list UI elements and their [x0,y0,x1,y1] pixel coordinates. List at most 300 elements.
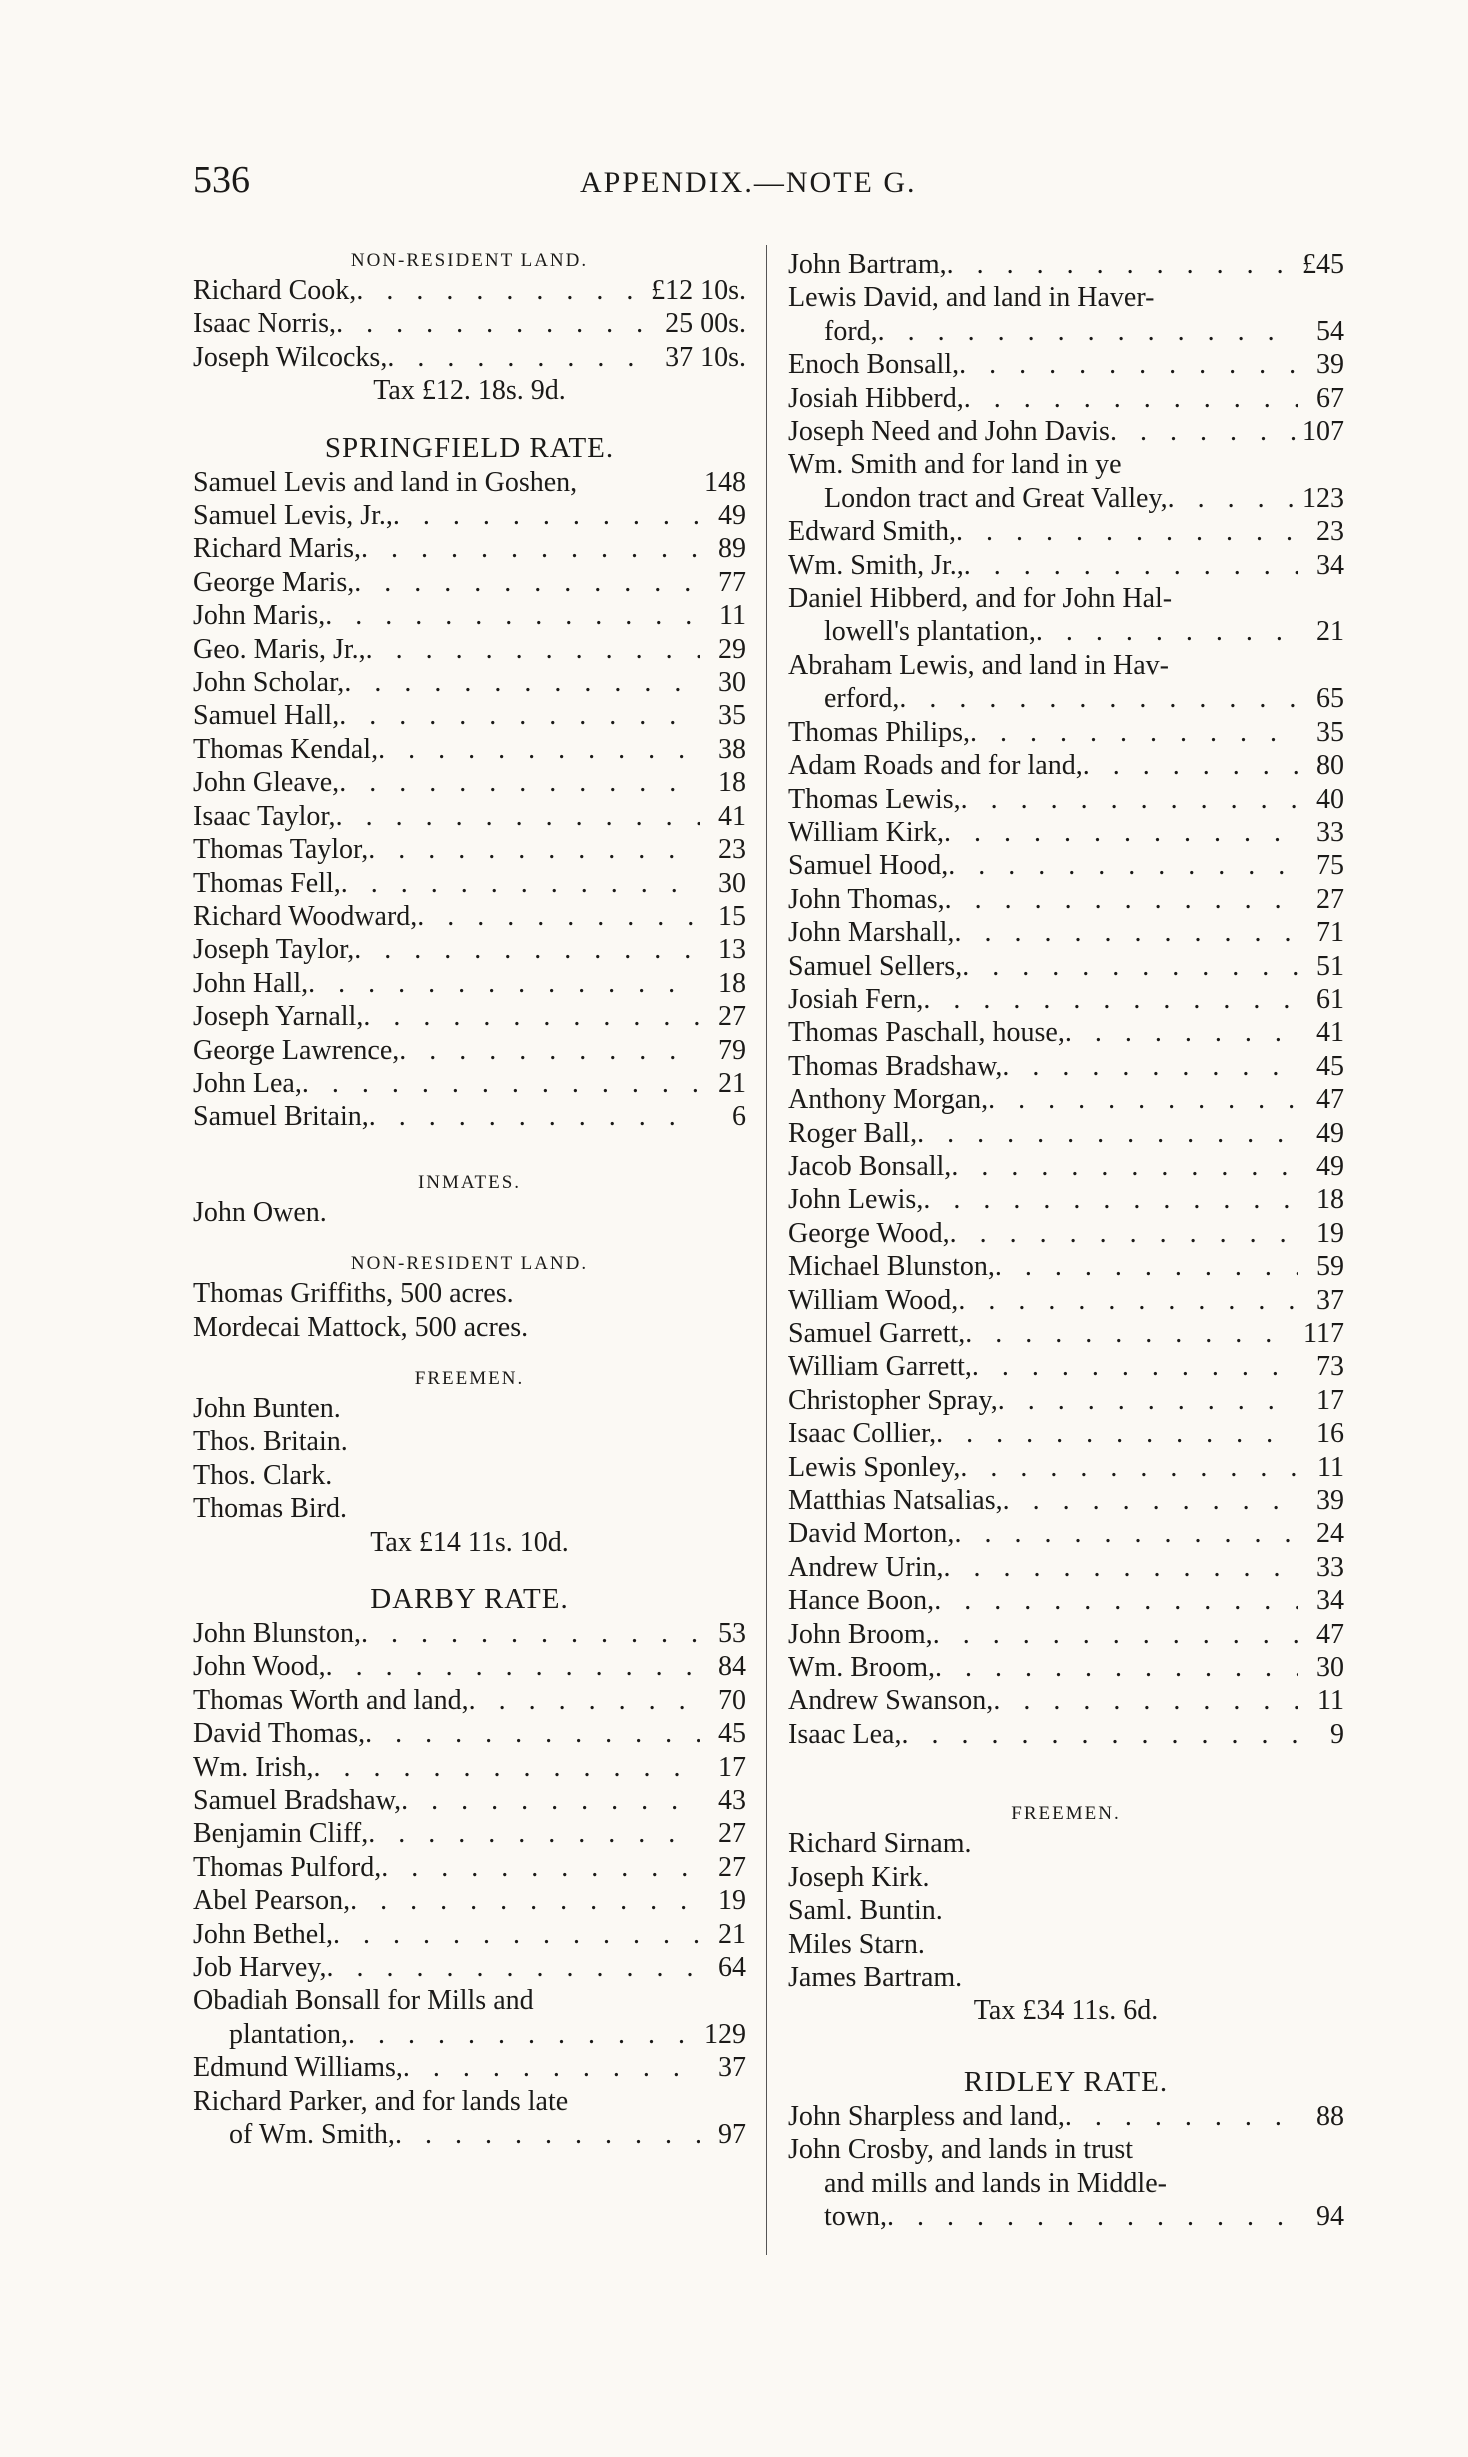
leader-dots [950,1217,1298,1250]
list-item [788,1150,1344,1183]
entry-value: 123 [1302,482,1344,514]
entry-value: 33 [1316,1551,1344,1583]
tax-line: Tax £34 11s. 6d. [973,1995,1159,2027]
leader-dots [951,1150,1298,1183]
entry-name: Wm. Irish, [193,1751,314,1783]
entry-value: 89 [718,533,746,565]
leader-dots [350,1884,700,1917]
entry-value: 39 [1316,1485,1344,1517]
list-item [193,1650,746,1683]
entry-value: 49 [1316,1117,1344,1149]
leader-dots [954,916,1298,949]
entry-name: Thomas Taylor, [193,834,369,866]
list-item [788,916,1344,949]
leader-dots [936,1417,1298,1450]
entry-value: 33 [1316,816,1344,848]
entry-value: 49 [1316,1150,1344,1182]
list-item [788,749,1344,782]
leader-dots [945,883,1298,916]
list-item [193,867,746,900]
entry-name: George Wood, [788,1217,950,1249]
entry-value: 35 [1316,716,1344,748]
entry-name: Josiah Fern, [788,983,924,1015]
leader-dots [344,666,700,699]
entry-name-line2: lowell's plantation, [824,616,1036,648]
entry-value: 30 [718,867,746,899]
entry-name: John Lea, [193,1067,302,1099]
leader-dots [1003,1484,1298,1517]
entry-name: William Wood, [788,1284,959,1316]
leader-dots [348,2018,698,2051]
entry-name: David Morton, [788,1518,955,1550]
leader-dots [1110,415,1296,448]
list-item: Richard Sirnam. [788,1828,972,1860]
leader-dots [368,1817,700,1850]
entry-name: Samuel Hall, [193,700,340,732]
leader-dots [960,1451,1298,1484]
leader-dots [917,1117,1298,1150]
list-item [193,967,746,1000]
page-header [193,158,1323,208]
list-item: Thos. Clark. [193,1459,333,1491]
entry-name: Isaac Norris, [193,308,337,340]
leader-dots [944,816,1298,849]
list-item [788,1384,1344,1417]
leader-dots [965,1317,1297,1350]
entry-name: John Broom, [788,1618,933,1650]
entry-value: 88 [1316,2100,1344,2132]
section-title: DARBY RATE. [370,1583,569,1615]
right-column [788,248,1344,2233]
list-item [193,900,746,933]
entry-name: Wm. Smith, Jr., [788,549,964,581]
list-item [788,1350,1344,1383]
entry-value: 51 [1316,950,1344,982]
entry-value: 39 [1316,349,1344,381]
entry-name-line1: Obadiah Bonsall for Mills and [193,1985,534,2017]
leader-dots [577,466,698,499]
entry-name: Josiah Hibberd, [788,382,964,414]
entry-value: £12 10s. [651,275,746,306]
leader-dots [1065,1016,1298,1049]
entry-value: 37 [1316,1284,1344,1316]
entry-value: 19 [1316,1217,1344,1249]
entry-name-line2: and mills and lands in Middle- [824,2167,1167,2199]
list-item [193,766,746,799]
entry-value: 47 [1316,1084,1344,1116]
entry-name: Isaac Collier, [788,1418,937,1450]
section-heading: INMATES. [417,1171,522,1193]
leader-dots [387,341,659,374]
section-heading: NON-RESIDENT LAND. [350,250,589,271]
list-item [193,2018,746,2051]
entry-name: Michael Blunston, [788,1251,995,1283]
tax-line: Tax £12. 18s. 9d. [373,375,566,407]
leader-dots [325,599,700,632]
list-item [193,1751,746,1784]
leader-dots [326,1650,700,1683]
column-divider [766,245,767,2255]
entry-name: John Marshall, [788,917,955,949]
list-item [193,1784,746,1817]
list-item [788,615,1344,648]
section-heading: FREEMEN. [414,1367,525,1389]
list-item [193,1617,746,1650]
list-item [788,1183,1344,1216]
leader-dots [336,307,659,340]
entry-name: Benjamin Cliff, [193,1818,369,1850]
list-item [788,1584,1344,1617]
entry-name: George Maris, [193,566,355,598]
entry-name-line1: Abraham Lewis, and land in Hav- [788,649,1169,681]
list-item [193,2118,746,2151]
entry-value: 35 [718,700,746,732]
entry-name: Samuel Garrett, [788,1318,966,1349]
entry-value: 65 [1316,683,1344,715]
entry-name: Samuel Sellers, [788,950,963,982]
entry-value: 73 [1316,1351,1344,1383]
leader-dots [988,1083,1298,1116]
list-item: Miles Starn. [788,1928,925,1960]
list-item [788,883,1344,916]
list-item [193,933,746,966]
leader-dots [314,1751,700,1784]
entry-name-line1: Lewis David, and land in Haver- [788,282,1155,314]
entry-value: 53 [718,1618,746,1649]
entry-name: Thomas Kendal, [193,733,379,765]
leader-dots [354,933,700,966]
leader-dots [308,967,700,1000]
leader-dots [469,1684,700,1717]
entry-value: 17 [718,1751,746,1783]
darby-list-continued [788,716,1344,1752]
entry-name: Joseph Taylor, [193,934,355,966]
list-item [193,499,746,532]
leader-dots [944,1551,1298,1584]
leader-dots [970,716,1298,749]
section-title: RIDLEY RATE. [963,2065,1169,2098]
leader-dots [368,833,700,866]
entry-value: 30 [1316,1652,1344,1684]
entry-name: Adam Roads and for land, [788,750,1083,782]
leader-dots [336,800,700,833]
list-item: Thomas Bird. [193,1493,347,1525]
list-item [788,1250,1344,1283]
leader-dots [393,499,700,532]
entry-value: 23 [1316,516,1344,548]
entry-value: 38 [718,733,746,765]
list-item [193,341,746,374]
entry-name: Thomas Lewis, [788,783,961,815]
entry-value: 148 [704,466,746,498]
entry-value: 61 [1316,983,1344,1015]
darby-list [193,1617,746,2152]
entry-name-line2: London tract and Great Valley, [824,482,1168,514]
list-item: Thomas Griffiths, 500 acres. [193,1278,514,1310]
entry-name: Thomas Bradshaw, [788,1050,1003,1082]
leader-dots [1083,749,1298,782]
entry-name-line1: Wm. Smith and for land in ye [788,449,1122,481]
entry-value: 41 [1316,1017,1344,1049]
entry-value: 34 [1316,1585,1344,1617]
entry-name: Christopher Spray, [788,1384,998,1416]
list-item [788,1050,1344,1083]
entry-name-line2: ford, [824,315,878,347]
list-item: Thos. Britain. [193,1426,348,1458]
nonresident-land-list [193,274,746,374]
list-item [193,699,746,732]
entry-value: 11 [1317,1451,1344,1483]
list-item [193,1067,746,1100]
section-heading: NON-RESIDENT LAND. [350,1253,589,1275]
entry-name-line2: of Wm. Smith, [229,2119,395,2151]
list-item [193,466,746,499]
entry-name: John Scholar, [193,667,345,699]
list-item [788,315,1344,348]
entry-value: 11 [719,600,746,632]
entry-value: 18 [718,767,746,799]
entry-name: Richard Cook, [193,275,357,306]
tax-line: Tax £14 11s. 10d. [370,1526,569,1558]
leader-dots [995,1250,1298,1283]
list-item [788,1417,1344,1450]
list-item [788,1517,1344,1550]
entry-name: John Sharpless and land, [788,2100,1065,2132]
list-item [788,482,1344,515]
leader-dots [899,682,1298,715]
list-item [788,348,1344,381]
list-item [193,1951,746,1984]
leader-dots [395,2118,700,2151]
leader-dots [1065,2100,1298,2133]
list-item [193,566,746,599]
leader-dots [401,1784,700,1817]
entry-name-line3: town, [824,2200,887,2232]
entry-value: 15 [718,900,746,932]
list-item [193,633,746,666]
entry-value: 47 [1316,1618,1344,1650]
entry-name: Matthias Natsalias, [788,1485,1003,1517]
leader-dots [378,733,700,766]
list-item [788,549,1344,582]
leader-dots [403,2051,700,2084]
list-item [788,716,1344,749]
list-item [788,1718,1344,1751]
entry-name: Richard Maris, [193,533,361,565]
list-item [788,248,1344,281]
leader-dots [964,549,1298,582]
entry-name: John Bartram, [788,249,947,280]
list-item [788,515,1344,548]
entry-name: Joseph Wilcocks, [193,341,388,373]
entry-name: David Thomas, [193,1718,366,1750]
entry-name: Thomas Pulford, [193,1851,382,1883]
list-item [788,1451,1344,1484]
entry-value: 16 [1316,1418,1344,1450]
entry-value: 6 [732,1101,746,1133]
entry-name-line1: John Crosby, and lands in trust [788,2134,1134,2166]
leader-dots [341,867,700,900]
entry-name: Samuel Hood, [788,850,949,882]
leader-dots [959,348,1298,381]
entry-name: John Maris, [193,600,326,632]
entry-value: 45 [718,1718,746,1750]
list-item [788,682,1344,715]
list-item [193,1884,746,1917]
entry-value: 77 [718,566,746,598]
list-item: Mordecai Mattock, 500 acres. [193,1311,529,1343]
leader-dots [1168,482,1296,515]
list-item [193,599,746,632]
leader-dots [947,248,1296,281]
entry-value: 37 [718,2052,746,2084]
list-item [788,950,1344,983]
entry-name: Hance Boon, [788,1585,935,1617]
leader-dots [356,274,645,307]
springfield-list [193,466,746,1134]
entry-value: 30 [718,667,746,699]
list-item [788,2100,1344,2133]
entry-value: 84 [718,1651,746,1683]
list-item: Joseph Kirk. [788,1861,930,1893]
list-item [788,1618,1344,1651]
entry-name: Richard Woodward, [193,900,418,932]
list-item [193,532,746,565]
list-item [788,415,1344,448]
entry-value: 41 [718,800,746,832]
entry-value: 24 [1316,1518,1344,1550]
leader-dots [302,1067,700,1100]
entry-value: 27 [718,1818,746,1850]
entry-name: Andrew Swanson, [788,1685,994,1717]
leader-dots [923,983,1298,1016]
entry-name: John Gleave, [193,767,340,799]
leader-dots [417,900,700,933]
left-column [193,248,746,2152]
leader-dots [962,950,1298,983]
entry-value: 21 [718,1067,746,1099]
list-item [193,1000,746,1033]
list-item [788,816,1344,849]
leader-dots [998,1384,1298,1417]
entry-value: 37 10s. [665,341,746,373]
entry-name: Thomas Worth and land, [193,1684,469,1716]
list-item [193,1918,746,1951]
entry-name-line1: Daniel Hibberd, and for John Hal- [788,583,1173,615]
entry-value: 17 [1316,1384,1344,1416]
entry-name: John Wood, [193,1651,326,1683]
entry-name: John Thomas, [788,883,945,915]
entry-value: 59 [1316,1251,1344,1283]
list-item [193,1817,746,1850]
leader-dots [361,532,700,565]
list-item [193,800,746,833]
leader-dots [993,1684,1298,1717]
entry-name: Samuel Levis and land in Goshen, [193,466,578,498]
leader-dots [954,1517,1298,1550]
entry-value: 25 00s. [665,308,746,340]
entry-name: Roger Ball, [788,1117,918,1149]
entry-name-line2: erford, [824,683,900,715]
entry-value: 21 [718,1918,746,1950]
entry-value: 80 [1316,750,1344,782]
entry-value: 23 [718,834,746,866]
entry-name: Anthony Morgan, [788,1084,989,1116]
list-item [193,1100,746,1133]
running-title: APPENDIX.—NOTE G. [580,166,917,199]
section-heading: FREEMEN. [1011,1803,1121,1825]
leader-dots [354,566,700,599]
entry-value: 67 [1316,382,1344,414]
list-item [788,783,1344,816]
entry-value: 79 [718,1034,746,1066]
list-item [193,1034,746,1067]
entry-value: 70 [718,1684,746,1716]
leader-dots [366,633,700,666]
entry-name: Samuel Levis, Jr., [193,500,393,532]
entry-value: 71 [1316,917,1344,949]
leader-dots [381,1851,700,1884]
entry-name: Samuel Bradshaw, [193,1785,402,1817]
list-item: John Owen. [193,1196,327,1228]
entry-value: 29 [718,633,746,665]
leader-dots [964,382,1298,415]
entry-name: Wm. Broom, [788,1652,935,1684]
leader-dots [361,1617,700,1650]
list-item [193,666,746,699]
list-item [193,2051,746,2084]
list-item [788,2200,1344,2233]
entry-name: Enoch Bonsall, [788,349,960,381]
entry-name: Thomas Philips, [788,716,971,748]
entry-name: Andrew Urin, [788,1551,944,1583]
leader-dots [933,1618,1298,1651]
entry-value: 129 [704,2018,746,2050]
leader-dots [878,315,1298,348]
entry-value: 64 [718,1952,746,1984]
entry-name: Job Harvey, [193,1952,327,1984]
leader-dots [958,1284,1298,1317]
entry-name: Jacob Bonsall, [788,1150,952,1182]
list-item [788,849,1344,882]
list-item [788,1317,1344,1350]
entry-value: 27 [718,1851,746,1883]
entry-value: 18 [718,967,746,999]
entry-value: £45 [1302,249,1344,280]
entry-name: Geo. Maris, Jr., [193,633,366,665]
list-item [193,1684,746,1717]
entry-name: Joseph Need and John Davis [788,416,1110,448]
leader-dots [326,1951,700,1984]
leader-dots [399,1034,700,1067]
entry-name: Isaac Taylor, [193,800,336,832]
entry-value: 19 [718,1885,746,1917]
leader-dots [923,1183,1298,1216]
list-item [193,307,746,340]
leader-dots [339,766,700,799]
entry-name: Abel Pearson, [193,1885,351,1917]
list-item [788,1016,1344,1049]
entry-name-line2: plantation, [229,2018,348,2050]
entry-name: Joseph Yarnall, [193,1001,364,1033]
list-item [788,1484,1344,1517]
entry-name: Lewis Sponley, [788,1451,961,1483]
list-item [788,1117,1344,1150]
entry-value: 43 [718,1785,746,1817]
entry-name: William Garrett, [788,1351,972,1383]
entry-name: John Bethel, [193,1918,333,1950]
entry-value: 21 [1316,616,1344,648]
